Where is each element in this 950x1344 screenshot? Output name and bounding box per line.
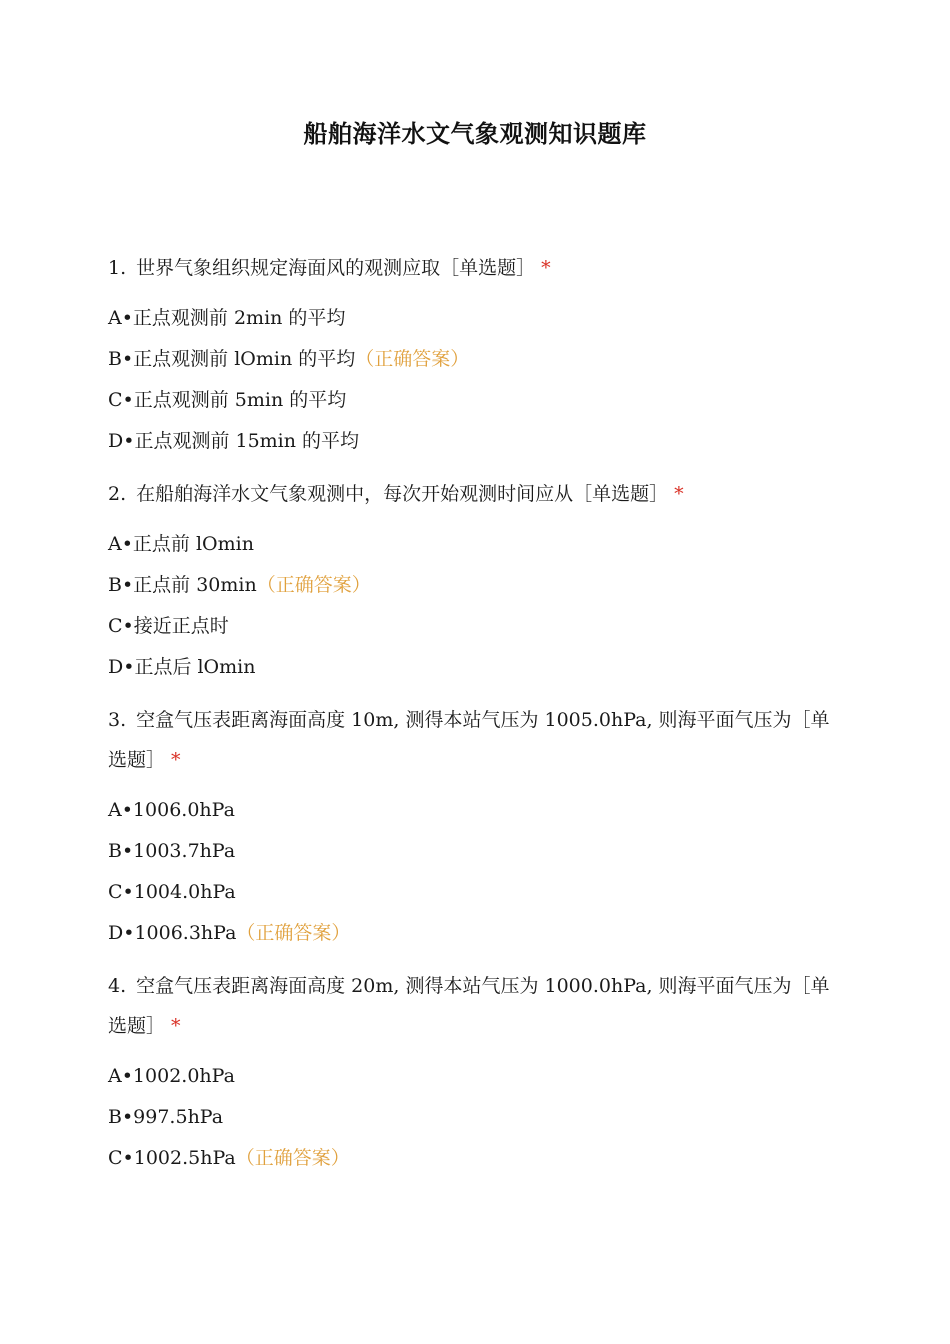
question-stem: 世界气象组织规定海面风的观测应取［单选题］ (136, 257, 536, 279)
option-list (108, 790, 842, 954)
option-list (108, 524, 842, 688)
question-number: 2. (108, 483, 127, 505)
option-b[interactable] (108, 831, 842, 872)
required-mark: * (541, 257, 551, 279)
question-4 (108, 966, 842, 1179)
correct-answer-tag: （正确答案） (235, 1147, 350, 1169)
option-d[interactable] (108, 421, 842, 462)
correct-answer-tag: （正确答案） (236, 922, 351, 944)
question-stem: 空盒气压表距离海面高度 10m, 测得本站气压为 1005.0hPa, 则海平面气压为［单选题］ (108, 709, 830, 771)
option-a[interactable] (108, 524, 842, 565)
required-mark: * (674, 483, 684, 505)
question-stem: 在船舶海洋水文气象观测中，每次开始观测时间应从［单选题］ (136, 483, 669, 505)
option-b[interactable] (108, 339, 842, 380)
option-label: B•正点观测前 lOmin 的平均 (108, 348, 356, 370)
option-label: C•正点观测前 5min 的平均 (108, 389, 347, 411)
required-mark: * (171, 749, 181, 771)
option-a[interactable] (108, 298, 842, 339)
option-c[interactable] (108, 1138, 842, 1179)
option-label: A•正点观测前 2min 的平均 (108, 307, 346, 329)
option-label: A•1006.0hPa (108, 799, 235, 821)
question-number: 4. (108, 975, 127, 997)
question-3 (108, 700, 842, 954)
option-c[interactable] (108, 606, 842, 647)
option-c[interactable] (108, 872, 842, 913)
option-label: B•997.5hPa (108, 1106, 224, 1128)
question-1 (108, 248, 842, 462)
question-list (108, 248, 842, 1191)
correct-answer-tag: （正确答案） (355, 348, 470, 370)
question-text (108, 474, 842, 514)
question-number: 3. (108, 709, 127, 731)
option-label: C•1004.0hPa (108, 881, 236, 903)
option-label: D•正点观测前 15min 的平均 (108, 430, 360, 452)
question-number: 1. (108, 257, 127, 279)
option-label: B•正点前 30min (108, 574, 257, 596)
question-2 (108, 474, 842, 688)
correct-answer-tag: （正确答案） (256, 574, 371, 596)
option-b[interactable] (108, 1097, 842, 1138)
option-label: A•1002.0hPa (108, 1065, 235, 1087)
option-a[interactable] (108, 1056, 842, 1097)
option-c[interactable] (108, 380, 842, 421)
page-title: 船舶海洋水文气象观测知识题库 (303, 120, 647, 148)
option-b[interactable] (108, 565, 842, 606)
option-list (108, 298, 842, 462)
option-label: B•1003.7hPa (108, 840, 236, 862)
option-list (108, 1056, 842, 1179)
option-label: D•正点后 lOmin (108, 656, 256, 678)
question-text (108, 966, 842, 1046)
question-text (108, 248, 842, 288)
option-label: C•接近正点时 (108, 615, 229, 637)
option-d[interactable] (108, 647, 842, 688)
required-mark: * (171, 1015, 181, 1037)
option-label: D•1006.3hPa (108, 922, 237, 944)
option-d[interactable] (108, 913, 842, 954)
option-label: C•1002.5hPa (108, 1147, 236, 1169)
question-text (108, 700, 842, 780)
option-label: A•正点前 lOmin (108, 533, 254, 555)
question-stem: 空盒气压表距离海面高度 20m, 测得本站气压为 1000.0hPa, 则海平面气压为［单选题］ (108, 975, 830, 1037)
option-a[interactable] (108, 790, 842, 831)
